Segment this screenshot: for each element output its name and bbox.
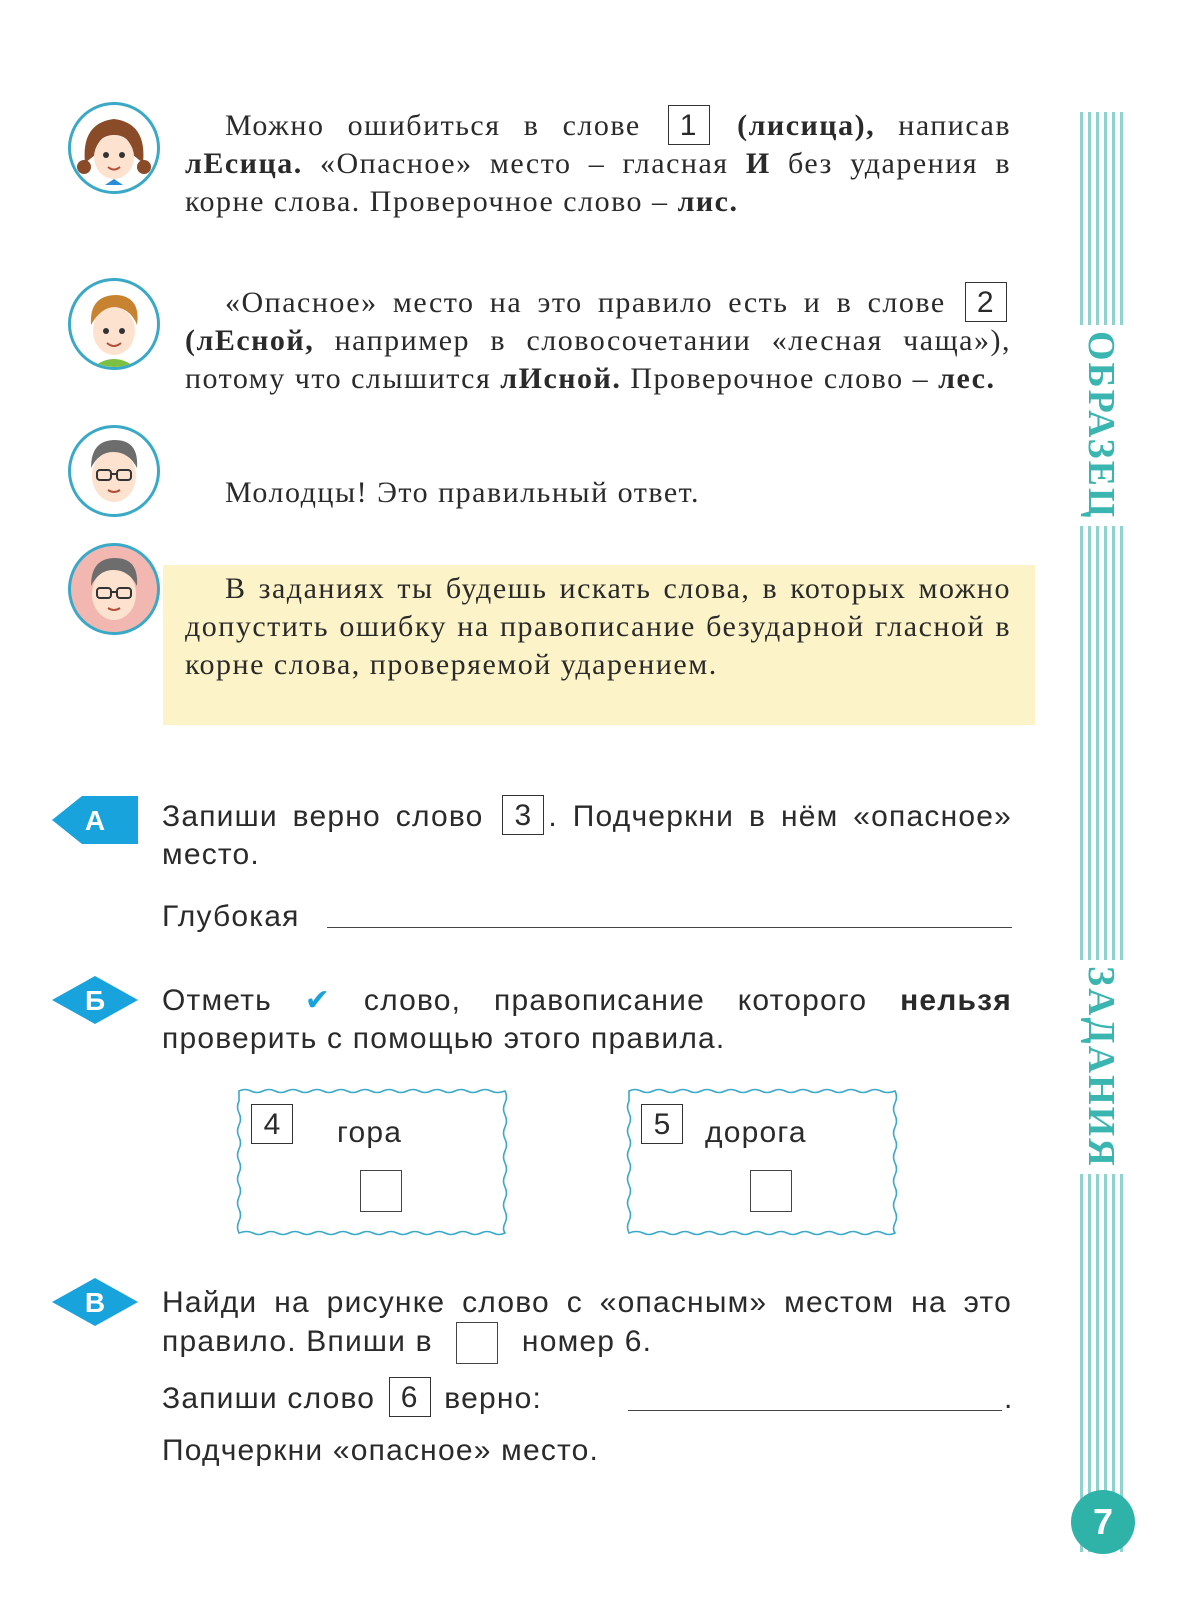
text: например в словосочетании «лесная чаща»), потому что слышится (185, 324, 1011, 396)
period: . (1004, 1382, 1014, 1415)
bold-word: (лисица), (737, 109, 876, 142)
bold-word: лИсной. (500, 362, 622, 396)
text: верно: (444, 1382, 543, 1415)
task-b-marker-icon (52, 976, 138, 1024)
number-box: 5 (641, 1104, 683, 1144)
text: Запиши верно слово (162, 800, 484, 833)
task-c-write-word (162, 1380, 542, 1418)
boy-avatar (68, 278, 160, 370)
dialog-paragraph-2 (185, 284, 1011, 398)
option-word-gora: гора (337, 1116, 403, 1149)
task-c-instruction (162, 1284, 1012, 1364)
text: номер 6. (521, 1324, 653, 1358)
number-box: 6 (389, 1377, 431, 1417)
teacher-avatar-pink (68, 543, 160, 635)
task-c-letter: В (84, 1287, 106, 1318)
option-checkbox-gora[interactable] (360, 1170, 402, 1212)
sidebar-label-tasks: ЗАДАНИЯ (1075, 960, 1127, 1174)
task-a-instruction (162, 798, 1012, 874)
answer-line-a[interactable] (327, 927, 1012, 928)
text: В заданиях ты будешь искать слова, в которых можно допустить ошибку на правописание безударной гласной в корне слова, проверяемой ударением. (185, 572, 1011, 681)
option-word-doroga: дорога (705, 1116, 807, 1149)
page-number: 7 (1071, 1490, 1135, 1554)
number-box: 4 (251, 1104, 293, 1144)
dialog-paragraph-3 (185, 474, 1011, 512)
text: «Опасное» место на это правило есть и в слове (225, 286, 946, 319)
number-box: 3 (502, 795, 544, 835)
text: «Опасное» место – гласная (320, 147, 729, 181)
text: Отметь (162, 984, 272, 1017)
text: слово, правописание которого (363, 984, 868, 1017)
text: Запиши слово (162, 1382, 376, 1415)
bold-word: лес. (938, 362, 996, 396)
number-box: 1 (668, 105, 710, 145)
bold-word: (лЕсной, (185, 324, 315, 358)
text: Найди на рисунке слово с «опасным» местом на это правило. Впиши в (162, 1286, 1012, 1358)
checkmark-icon: ✔ (304, 984, 332, 1017)
text: Проверочное слово – (630, 362, 930, 396)
answer-line-c[interactable] (628, 1410, 1002, 1411)
text: написав (898, 109, 1012, 142)
task-a-letter: А (84, 805, 106, 836)
sidebar-label-sample: ОБРАЗЕЦ (1075, 325, 1127, 526)
number-box: 2 (965, 282, 1007, 322)
task-b-letter: Б (84, 985, 106, 1016)
bold-word: лис. (677, 185, 739, 219)
text: без ударения в корне слова. Проверочное слово – (185, 147, 1012, 219)
bold-word: нельзя (900, 984, 1012, 1017)
text: Можно ошибиться в слове (225, 109, 641, 142)
bold-word: лЕсица. (185, 147, 303, 181)
option-checkbox-doroga[interactable] (750, 1170, 792, 1212)
girl-avatar (68, 102, 160, 194)
dialog-paragraph-1 (185, 107, 1011, 221)
task-c-marker-icon (52, 1278, 138, 1326)
bold-word: И (745, 147, 771, 181)
text: Молодцы! Это правильный ответ. (225, 476, 701, 509)
teacher-avatar (68, 425, 160, 517)
task-a-marker-icon (52, 796, 138, 844)
text: . Подчеркни в нём «опасное» место. (162, 800, 1012, 871)
task-b-instruction (162, 982, 1012, 1058)
text: проверить с помощью этого правила. (162, 1022, 726, 1055)
inline-empty-box[interactable] (456, 1322, 498, 1364)
note-text (185, 570, 1011, 684)
task-a-word: Глубокая (162, 900, 300, 933)
task-c-underline-instruction: Подчеркни «опасное» место. (162, 1434, 600, 1467)
